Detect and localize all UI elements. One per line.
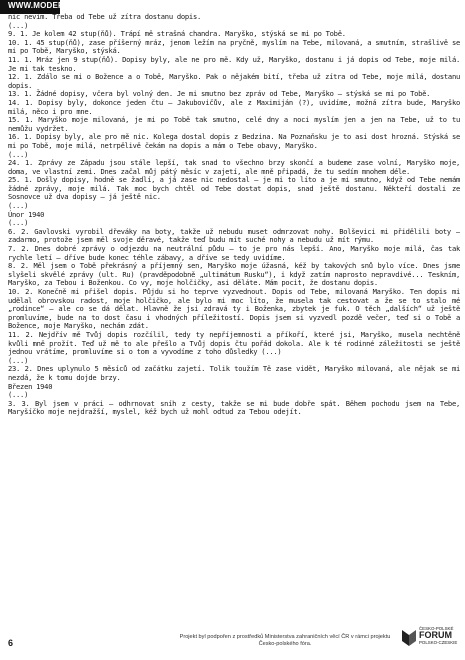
paragraph: 14. 1. Dopisy byly, dokonce jeden čtu – Jakubovičův, ale z Maximiján (?), uvidíme, možná zítra bude, Maryško milá, něco i pro mne. xyxy=(8,97,460,116)
paragraph: (...) xyxy=(8,218,29,228)
paragraph: 24. 1. Zprávy ze Západu jsou stále lepší, tak snad to všechno brzy skončí a budeme zase volní, Maryško moje, doma, ve vlastní zemi. Dnes začal můj pátý měsíc v zajetí, ale mně připadá, že tu sedím mnohem déle. xyxy=(8,158,460,176)
paragraph: 8. 2. Měl jsem o Tobě překrásný a příjemný sen, Maryško moje úžasná, kéž by takových snů bylo více. Dnes jsme slyšeli skvělé zprávy (ult. Ru) (pravděpodobně „ultimátum Rusku“), i když zatím naprosto nepravdivé... Teskním, Maryško, za Tebou i Boženkou. Co vy, moje holčičky, asi děláte. Mám pocit, že dostanu dopis. xyxy=(8,261,460,288)
paragraph: 25. 1. Došly dopisy, hodně se žadlí, a já zase nic nedostal – je mi to líto a je mi smutno, když od Tebe nemám žádné zprávy, moje milá. Tak moc bych chtěl od Tebe dostat dopis, snad ještě dostanu. Někteří dostali ze Sosnovce už dva dopisy – já ještě nic. xyxy=(8,175,460,202)
paragraph: 6. 2. Gavlovski vyrobil dřeváky na boty, takže už nebudu muset odmrzovat nohy. Bolševici mi přidělili boty – zadarmo, protože jsem měl svoje děravé, takže teď budu mít suché nohy a nebudu už mít rýmu. xyxy=(8,226,460,245)
site-url: WWW.MODERNI-DEJINY.CZ xyxy=(8,1,118,10)
paragraph: 11. 1. Mráz jen 9 stup(ňů). Dopisy byly, ale ne pro mě. Kdy už, Maryško, dostanu i já dopis od Tebe, moje milá. Je mi tak teskno. xyxy=(8,54,460,73)
forum-logo-text xyxy=(419,626,457,645)
paragraph: 15. 1. Maryško moje milovaná, je mi po Tobě tak smutno, celé dny a noci myslím jen a jen na Tebe, už to tu nemůžu vydržet. xyxy=(8,115,460,133)
paragraph: 3. 3. Byl jsem v práci – odhrnovat sníh z cesty, takže se mi bude dobře spát. Během pochodu jsem na Tebe, Maryšíčko moje nejdražší, myslel, kéž bych už mohl odtud za Tebou odejít. xyxy=(8,398,460,417)
forum-logo-icon xyxy=(402,630,416,646)
logo-bottom-text: POLSKO-CZESKIE xyxy=(419,640,458,645)
paragraph: (...) xyxy=(8,149,29,159)
paragraph: (...) xyxy=(8,390,29,400)
site-header-bar xyxy=(0,0,118,14)
paragraph: Březen 1940 xyxy=(8,381,53,391)
paragraph: Únor 1940 xyxy=(8,209,45,219)
logo-main-text: FORUM xyxy=(419,630,452,640)
page-footer xyxy=(0,616,465,660)
paragraph: 9. 1. Je kolem 42 stup(ňů). Trápí mě strašná chandra. Maryško, stýská se mi po Tobě. xyxy=(8,29,346,39)
funding-note: Projekt byl podpořen z prostředků Ministerstva zahraničních věcí ČR v rámci projektu Česko-polského fóra. xyxy=(179,634,391,647)
paragraph: (...) xyxy=(8,355,29,365)
paragraph: 12. 1. Zdálo se mi o Božence a o Tobě, Maryško. Pak o nějakém bití, třeba už zítra od Tebe, moje milá, dostanu dopis. xyxy=(8,72,460,90)
paragraph: nic nevím. Třeba od Tebe už zítra dostanu dopis. xyxy=(8,13,201,21)
paragraph: (...) xyxy=(8,20,29,30)
paragraph: 16. 1. Dopisy byly, ale pro mě nic. Kolega dostal dopis z Bedzina. Na Poznaňsku je to asi dost hrozná. Stýská se mi po Tobě, moje milá, netrpělivě čekám na dopis a mám o Tebe obavy, Maryško. xyxy=(8,132,460,150)
document-body xyxy=(8,13,460,603)
paragraph: 7. 2. Dnes dobré zprávy o odjezdu na neutrální půdu – to je pro nás lepší. Ano, Maryško moje milá, čas tak rychle letí – dříve bude konec téhle zábavy, a dříve se tedy uvidíme. xyxy=(8,244,460,262)
paragraph: 10. 2. Konečně mi přišel dopis. Půjdu si ho teprve vyzvednout. Dopis od Tebe, milovaná Maryško. Ten dopis mi udělal obrovskou radost, moje holčičko, ale bylo mi moc líto, že musela tak cestovat a že se to stalo mé „rodince“ – ale co se dá dělat. Hlavně že jsi zdravá ty i Boženka, zbytek je fuk. O těch „dalších“ už ještě promluvíme, bude na to dost času i vhodných příležitostí. Dopis jsem si vyzvedl pozdě večer, teď si o Tobě a Božence, moje Maryško, nechám zdát. xyxy=(8,287,460,331)
paragraph: 11. 2. Nejdřív mě Tvůj dopis rozčílil, tedy ty nepříjemnosti a příkoří, které jsi, Maryško, musela nechtěně kvůli mně prožít. Teď už mě to ale přešlo a Tvůj dopis čtu pořád dokola. Ale k té rodinné záležitosti se ještě jednou vrátíme, promluvíme si o tom a vyvodíme z toho důsledky (...) xyxy=(8,329,460,357)
paragraph: 23. 2. Dnes uplynulo 5 měsíců od začátku zajetí. Tolik toužím Tě zase vidět, Maryško milovaná, ale nějak se mi nezdá, že k tomu dojde brzy. xyxy=(8,364,460,382)
paragraph: (...) xyxy=(8,201,29,211)
forum-logo xyxy=(402,624,462,658)
paragraph: 13. 1. Žádné dopisy, včera byl volný den. Je mi smutno bez zpráv od Tebe, Maryško – stýská se mi po Tobě. xyxy=(8,89,431,99)
paragraph: 10. 1. 45 stup(ňů), zase příšerný mráz, jenom ležím na pryčně, myslím na Tebe, milovaná, a smutním, strašlivě se mi po Tobě, Maryško, stýská. xyxy=(8,37,460,56)
logo-top-text: ČESKO-POLSKÉ xyxy=(419,626,454,631)
page-number: 6 xyxy=(8,638,14,648)
